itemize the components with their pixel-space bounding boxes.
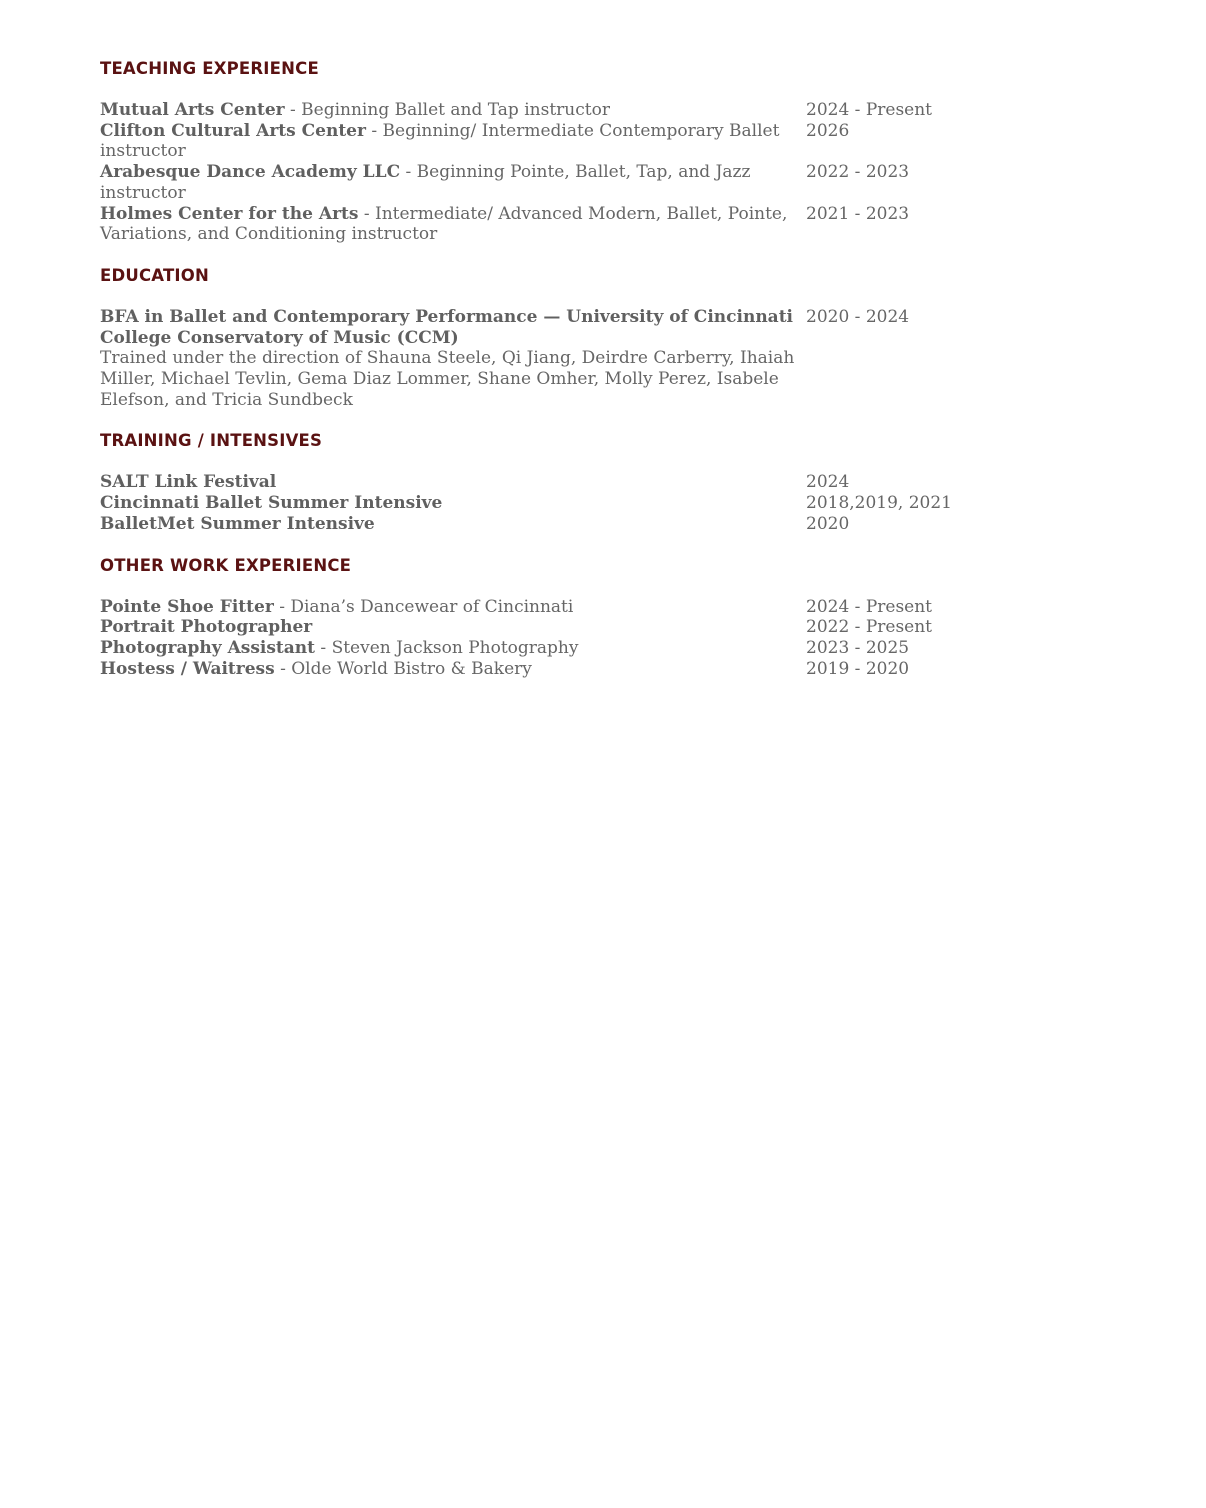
list-item — [100, 659, 1100, 680]
entry-title: Cincinnati Ballet Summer Intensive — [100, 493, 443, 514]
entry-date: 2021 - 2023 — [806, 203, 910, 224]
section-training-intensives — [100, 430, 1100, 534]
entry-date: 2026 — [806, 120, 850, 141]
section-heading: OTHER WORK EXPERIENCE — [100, 555, 352, 575]
list-item — [100, 493, 1100, 514]
entry-description: - Intermediate/ Advanced Modern, Ballet, Pointe, Variations, and Conditioning instructor — [100, 203, 788, 245]
list-item — [100, 162, 1100, 203]
list-item — [100, 204, 1100, 245]
entry-description: - Olde World Bistro & Bakery — [274, 658, 532, 679]
entry-title: Holmes Center for the Arts — [100, 203, 359, 224]
section-heading: EDUCATION — [100, 265, 209, 285]
entry-title: Portrait Photographer — [100, 617, 313, 638]
entry-description: - Diana’s Dancewear of Cincinnati — [273, 596, 574, 617]
entry-date: 2022 - 2023 — [806, 162, 910, 183]
entry-note: Trained under the direction of Shauna Steele, Qi Jiang, Deirdre Carberry, Ihaiah Miller, Michael Tevlin, Gema Diaz Lommer, Shane Omher, Molly Perez, Isabele Elefson, and Tricia Sundbeck — [100, 348, 795, 410]
entry-description: - Beginning Ballet and Tap instructor — [284, 100, 610, 120]
entry-date: 2019 - 2020 — [806, 658, 910, 679]
entry-date: 2024 - Present — [806, 596, 933, 617]
entry-date: 2020 - 2024 — [806, 306, 910, 327]
resume-page — [100, 58, 1100, 699]
section-heading: TEACHING EXPERIENCE — [100, 59, 319, 78]
entry-title: SALT Link Festival — [100, 472, 277, 493]
entry-title: Photography Assistant — [100, 637, 316, 658]
section-other-work-experience — [100, 555, 1100, 680]
list-item — [100, 472, 1100, 493]
entry-title: Mutual Arts Center — [100, 100, 285, 120]
list-item — [100, 638, 1100, 659]
entry-date: 2018,2019, 2021 — [806, 493, 953, 514]
list-item — [100, 617, 1100, 638]
list-item — [100, 514, 1100, 535]
entry-title: Pointe Shoe Fitter — [100, 596, 274, 617]
list-item — [100, 597, 1100, 618]
entry-description: - Steven Jackson Photography — [315, 637, 579, 658]
entry-title: Arabesque Dance Academy LLC — [100, 162, 401, 183]
section-teaching-experience — [100, 58, 1100, 245]
entry-title: Hostess / Waitress — [100, 658, 275, 679]
section-heading: TRAINING / INTENSIVES — [100, 431, 323, 451]
entry-date: 2020 — [806, 513, 850, 534]
list-item — [100, 121, 1100, 162]
entry-date: 2023 - 2025 — [806, 637, 910, 658]
entry-description: - Beginning Pointe, Ballet, Tap, and Jazz instructor — [100, 162, 751, 203]
entry-date: 2024 — [806, 472, 850, 493]
entry-title: Clifton Cultural Arts Center — [100, 120, 366, 141]
entry-title: BalletMet Summer Intensive — [100, 513, 375, 534]
list-item — [100, 307, 1100, 411]
section-education — [100, 265, 1100, 411]
list-item — [100, 100, 1100, 121]
entry-title: BFA in Ballet and Contemporary Performance — University of Cincinnati College Conservatory of Music (CCM) — [100, 306, 794, 348]
entry-description: - Beginning/ Intermediate Contemporary Ballet instructor — [100, 120, 780, 162]
entry-date: 2022 - Present — [806, 617, 933, 638]
entry-date: 2024 - Present — [806, 100, 933, 120]
